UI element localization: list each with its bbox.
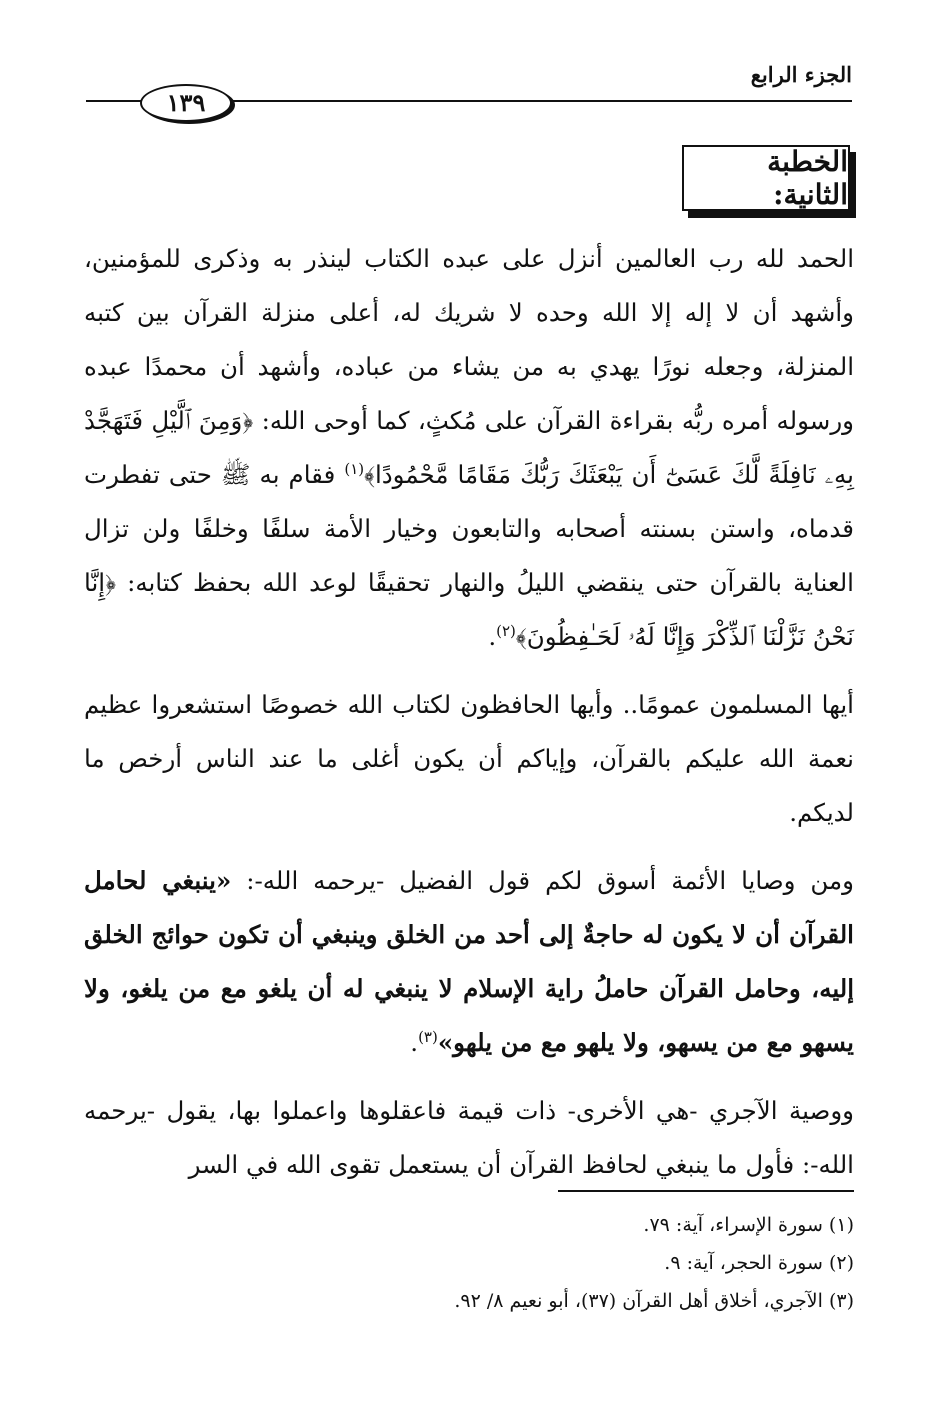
paragraph-1 [84,232,854,664]
fudayl-quote: «ينبغي لحامل القرآن أن لا يكون له حاجةٌ إلى أحد من الخلق وينبغي أن تكون حوائج الخلق إليه، وحامل القرآن حاملُ راية الإسلام لا ينبغي له أن يلغو مع من يلغو، ولا يسهو مع من يسهو، ولا يلهو مع من يلهو» [84,866,854,1057]
running-head: الجزء الرابع [750,62,852,87]
body-text [84,232,854,1192]
paragraph-2: أيها المسلمون عمومًا.. وأيها الحافظون لكتاب الله خصوصًا استشعروا عظيم نعمة الله عليكم بالقرآن، وإياكم أن يكون أغلى ما عند الناس أرخص ما لديكم. [84,690,854,827]
paragraph-1-text-b: فقام به ﷺ حتى تفطرت قدماه، واستن بسنته أصحابه والتابعون وخيار الأمة سلفًا وخلفًا ولن تزال العناية بالقرآن حتى ينقضي الليلُ والنهار تحقيقًا لوعد الله بحفظ كتابه: [84,460,854,597]
footnote-ref-3[interactable]: (٣) [418,1027,438,1046]
page-number: ١٣٩ [140,84,232,122]
section-heading-box [682,145,850,211]
quran-verse-2: ﴿إِنَّا نَحْنُ نَزَّلْنَا ٱلذِّكْرَ وَإِنَّا لَهُۥ لَحَـٰفِظُونَ﴾ [84,568,854,651]
footnotes [84,1206,854,1320]
footnote-ref-2[interactable]: (٢) [496,621,516,640]
paragraph-4: ووصية الآجري -هي الأخرى- ذات قيمة فاعقلوها واعملوا بها، يقول -يرحمه الله-: فأول ما ينبغي لحافظ القرآن أن يستعمل تقوى الله في السر [84,1096,854,1179]
paragraph-1-text-c: . [488,622,497,651]
paragraph-1-text-a: الحمد لله رب العالمين أنزل على عبده الكتاب لينذر به وذكرى للمؤمنين، وأشهد أن لا إله إلا الله وحده لا شريك له، أعلى منزلة القرآن بين كتبه المنزلة، وجعله نورًا يهدي به من يشاء من عباده، وأشهد أن محمدًا عبده ورسوله أمره ربُّه بقراءة القرآن على مُكثٍ، كما أوحى الله: [84,244,854,435]
footnote-2: (٢) سورة الحجر، آية: ٩. [664,1252,854,1274]
paragraph-3 [84,854,854,1070]
paragraph-3-text-c: . [410,1028,419,1057]
footnote-3: (٣) الآجري، أخلاق أهل القرآن (٣٧)، أبو نعيم ٨/ ٩٢. [454,1290,854,1312]
footnote-rule [558,1190,854,1192]
footnote-1: (١) سورة الإسراء، آية: ٧٩. [643,1214,854,1236]
footnote-ref-1[interactable]: (١) [344,459,365,478]
paragraph-3-text-a: ومن وصايا الأئمة أسوق لكم قول الفضيل -يرحمه الله-: [231,866,855,895]
section-title: الخطبة الثانية: [767,145,848,211]
quran-verse-1: ﴿وَمِنَ ٱلَّيْلِ فَتَهَجَّدْ بِهِۦ نَافِلَةً لَّكَ عَسَىٰٓ أَن يَبْعَثَكَ رَبُّكَ مَقَامًا مَّحْمُودًا﴾ [84,406,854,489]
